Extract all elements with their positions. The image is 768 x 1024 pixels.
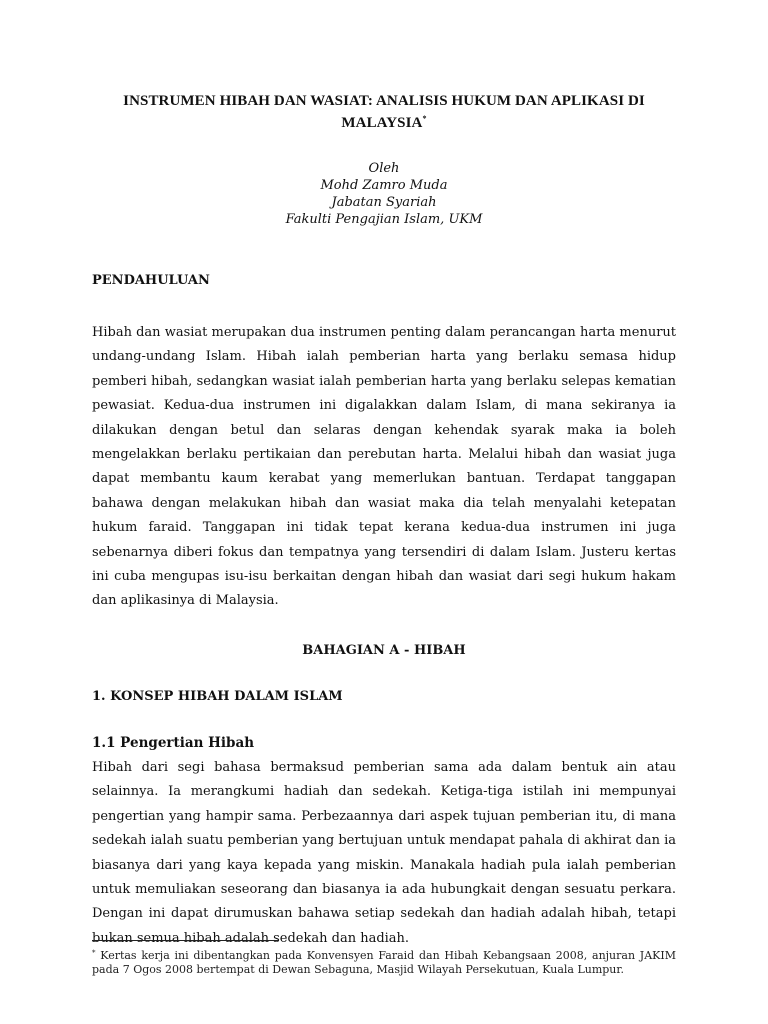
author-faculty: Fakulti Pengajian Islam, UKM xyxy=(285,212,483,227)
title-footnote-mark: * xyxy=(422,114,427,123)
page-content xyxy=(92,92,676,951)
footnote-divider xyxy=(92,940,278,941)
author-byline xyxy=(92,160,676,228)
author-name: Mohd Zamro Muda xyxy=(320,178,448,193)
heading-section-1: 1. KONSEP HIBAH DALAM ISLAM xyxy=(92,688,343,704)
paper-title xyxy=(92,92,676,132)
footnote-mark: * xyxy=(92,949,96,957)
title-line-1: INSTRUMEN HIBAH DAN WASIAT: ANALISIS HUKUM DAN APLIKASI DI xyxy=(123,93,645,109)
footnote xyxy=(92,947,676,976)
footnote-text: Kertas kerja ini dibentangkan pada Konvensyen Faraid dan Hibah Kebangsaan 2008, anjuran JAKIM pada 7 Ogos 2008 bertempat di Dewan Sebaguna, Masjid Wilayah Persekutuan, Kuala Lumpur. xyxy=(92,949,676,976)
intro-paragraph: Hibah dan wasiat merupakan dua instrumen penting dalam perancangan harta menurut undang-undang Islam. Hibah ialah pemberian harta yang berlaku semasa hidup pemberi hibah, sedangkan wasiat ialah pemberian harta yang berlaku selepas kematian pewasiat. Kedua-dua instrumen ini digalakkan dalam Islam, di mana sekiranya ia dilakukan dengan betul dan selaras dengan kehendak syarak maka ia boleh mengelakkan berlaku pertikaian dan perebutan harta. Melalui hibah dan wasiat juga dapat membantu kaum kerabat yang memerlukan bantuan. Terdapat tanggapan bahawa dengan melakukan hibah dan wasiat maka dia telah menyalahi ketepatan hukum faraid. Tanggapan ini tidak tepat kerana kedua-dua instrumen ini juga sebenarnya diberi fokus dan tempatnya yang tersendiri di dalam Islam. Justeru kertas ini cuba mengupas isu-isu berkaitan dengan hibah dan wasiat dari segi hukum hakam dan aplikasinya di Malaysia. xyxy=(92,325,676,609)
heading-bahagian-a: BAHAGIAN A - HIBAH xyxy=(302,642,466,658)
heading-pendahuluan: PENDAHULUAN xyxy=(92,273,210,288)
definition-paragraph: Hibah dari segi bahasa bermaksud pemberian sama ada dalam bentuk ain atau selainnya. Ia merangkumi hadiah dan sedekah. Ketiga-tiga istilah ini mempunyai pengertian yang hampir sama. Perbezaannya dari aspek tujuan pemberian itu, di mana sedekah ialah suatu pemberian yang bertujuan untuk mendapat pahala di akhirat dan ia biasanya dari yang kaya kepada yang miskin. Manakala hadiah pula ialah pemberian untuk memuliakan seseorang dan biasanya ia ada hubungkait dengan sesuatu perkara. Dengan ini dapat dirumuskan bahawa setiap sedekah dan hadiah adalah hibah, tetapi bukan semua hibah adalah sedekah dan hadiah. xyxy=(92,759,676,946)
title-line-2: MALAYSIA xyxy=(341,115,423,131)
author-department: Jabatan Syariah xyxy=(331,195,437,210)
byline-oleh: Oleh xyxy=(368,161,400,176)
heading-subsection-1-1: 1.1 Pengertian Hibah xyxy=(92,734,255,751)
